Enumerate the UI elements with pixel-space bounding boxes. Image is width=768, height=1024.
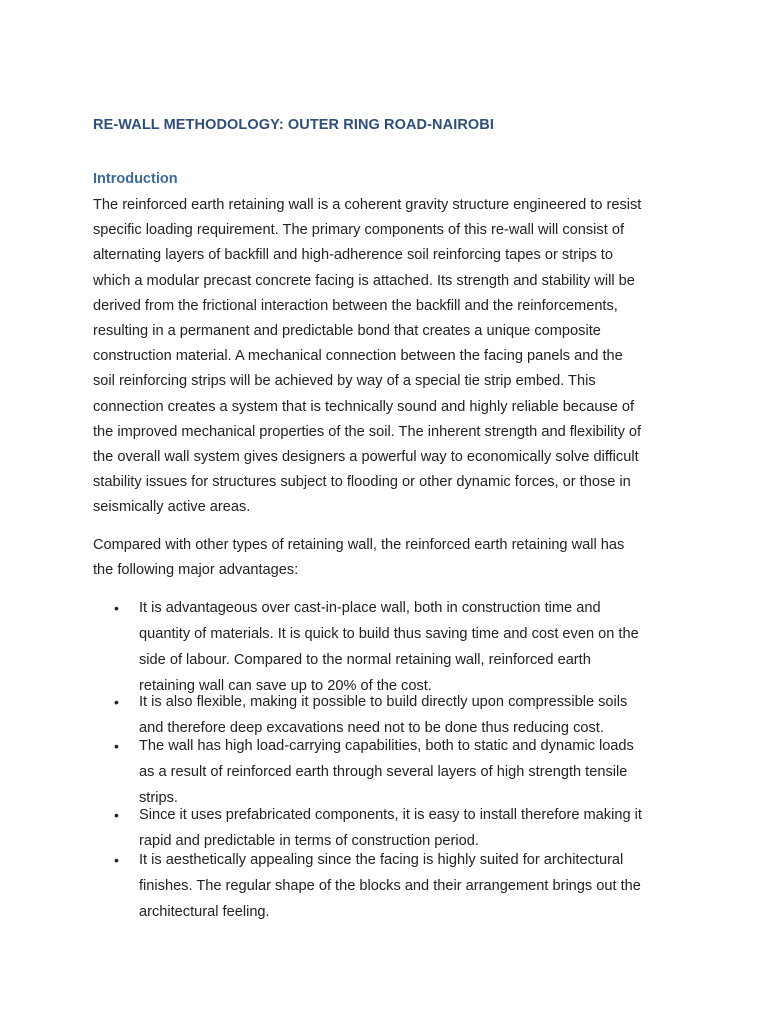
paragraph-line: the overall wall system gives designers a powerful way to economically solve difficult bbox=[93, 449, 639, 466]
document-title: RE-WALL METHODOLOGY: OUTER RING ROAD-NAIROBI bbox=[93, 117, 494, 133]
list-item-line: It is advantageous over cast-in-place wall, both in construction time and bbox=[139, 600, 601, 616]
list-item-line: architectural feeling. bbox=[139, 903, 270, 920]
list-item-text bbox=[139, 596, 699, 700]
paragraph-line: Compared with other types of retaining wall, the reinforced earth retaining wall has bbox=[93, 537, 625, 553]
list-item-line: finishes. The regular shape of the blocks and their arrangement brings out the bbox=[139, 877, 641, 894]
list-item-line: Since it uses prefabricated components, it is easy to install therefore making it bbox=[139, 807, 642, 823]
introduction-heading: Introduction bbox=[93, 171, 178, 187]
list-item-line: as a result of reinforced earth through several layers of high strength tensile bbox=[139, 763, 628, 780]
list-item-line: quantity of materials. It is quick to build thus saving time and cost even on the bbox=[139, 625, 639, 642]
paragraph-line: specific loading requirement. The primary components of this re-wall will consist of bbox=[93, 222, 625, 239]
paragraph-line: The reinforced earth retaining wall is a coherent gravity structure engineered to resist bbox=[93, 197, 642, 213]
bullet-icon: • bbox=[114, 852, 119, 868]
paragraph-line: the following major advantages: bbox=[93, 562, 299, 579]
bullet-icon: • bbox=[114, 738, 119, 754]
introduction-paragraph bbox=[93, 193, 693, 521]
list-item-line: side of labour. Compared to the normal retaining wall, reinforced earth bbox=[139, 651, 591, 668]
list-item-line: The wall has high load-carrying capabilities, both to static and dynamic loads bbox=[139, 738, 634, 754]
bullet-icon: • bbox=[114, 600, 119, 616]
paragraph-line: alternating layers of backfill and high-adherence soil reinforcing tapes or strips to bbox=[93, 247, 613, 264]
paragraph-line: derived from the frictional interaction between the backfill and the reinforcements, bbox=[93, 297, 618, 314]
paragraph-line: soil reinforcing strips will be achieved by way of a special tie strip embed. This bbox=[93, 373, 596, 390]
bullet-icon: • bbox=[114, 694, 119, 710]
list-item-line: It is also flexible, making it possible to build directly upon compressible soils bbox=[139, 694, 628, 710]
advantages-intro-paragraph bbox=[93, 533, 693, 583]
paragraph-line: construction material. A mechanical connection between the facing panels and the bbox=[93, 348, 623, 365]
list-item-line: rapid and predictable in terms of construction period. bbox=[139, 832, 479, 849]
list-item-line: and therefore deep excavations need not to be done thus reducing cost. bbox=[139, 719, 604, 736]
paragraph-line: seismically active areas. bbox=[93, 499, 251, 516]
paragraph-line: resulting in a permanent and predictable bond that creates a unique composite bbox=[93, 323, 601, 340]
list-item-text bbox=[139, 734, 699, 812]
list-item-line: retaining wall can save up to 20% of the cost. bbox=[139, 677, 432, 694]
paragraph-line: which a modular precast concrete facing is attached. Its strength and stability will be bbox=[93, 272, 635, 289]
paragraph-line: connection creates a system that is technically sound and highly reliable because of bbox=[93, 398, 635, 415]
list-item-text bbox=[139, 848, 699, 926]
list-item-line: strips. bbox=[139, 789, 178, 806]
bullet-icon: • bbox=[114, 807, 119, 823]
paragraph-line: the improved mechanical properties of the soil. The inherent strength and flexibility of bbox=[93, 423, 642, 440]
paragraph-line: stability issues for structures subject to flooding or other dynamic forces, or those in bbox=[93, 474, 631, 491]
list-item-line: It is aesthetically appealing since the facing is highly suited for architectural bbox=[139, 852, 624, 868]
